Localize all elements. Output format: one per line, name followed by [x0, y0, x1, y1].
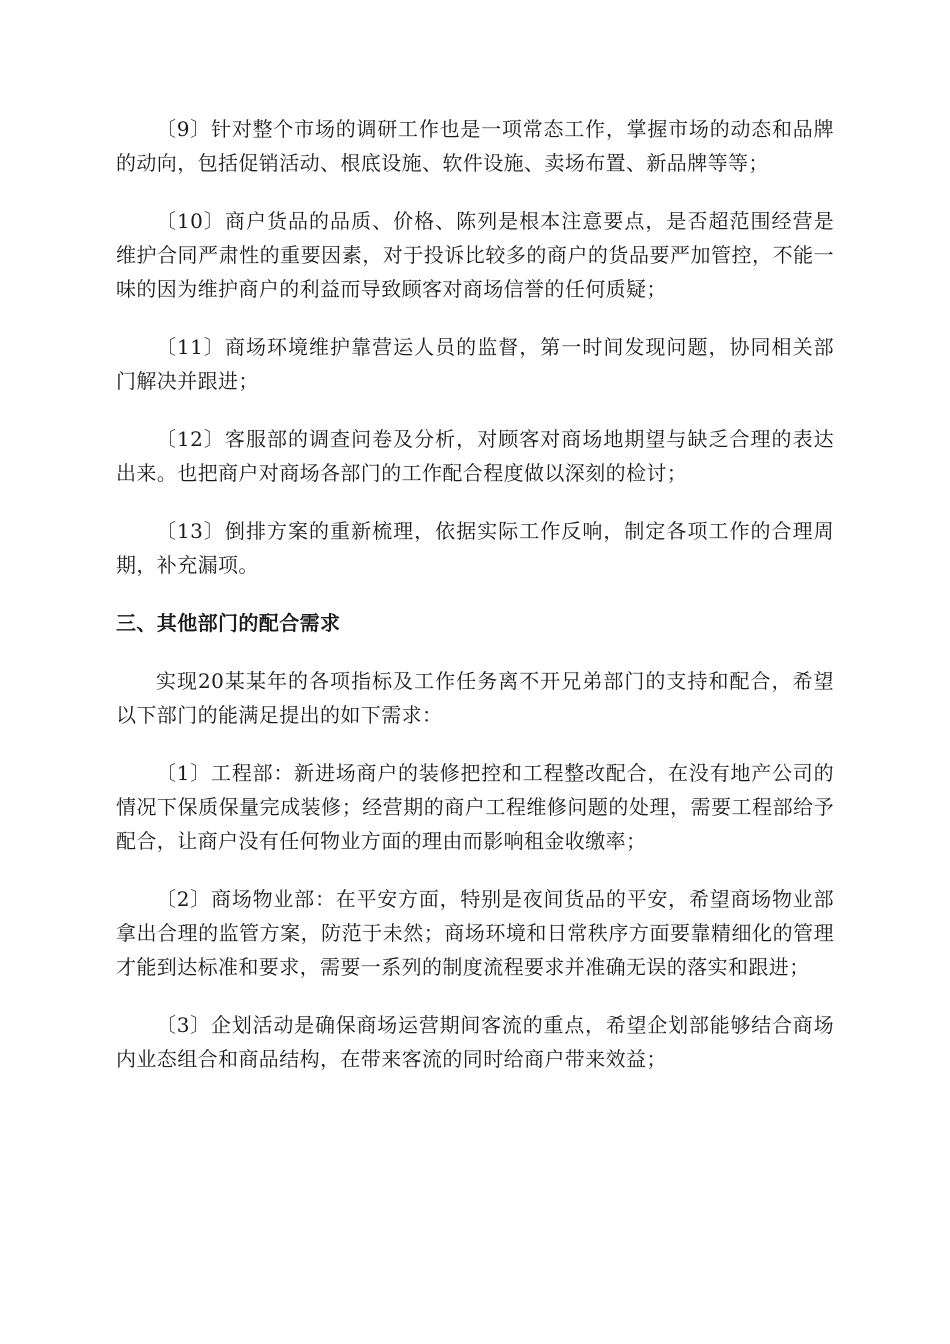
paragraph-property-dept: 〔2〕商场物业部：在平安方面，特别是夜间货品的平安，希望商场物业部拿出合理的监管方案，防范于未然；商场环境和日常秩序方面要靠精细化的管理才能到达标准和要求，需要一系列的制度流程要求并准确无误的落实和跟进；: [116, 887, 834, 979]
paragraph-item-13: 〔13〕倒排方案的重新梳理，依据实际工作反响，制定各项工作的合理周期，补充漏项。: [116, 519, 834, 577]
paragraph-item-12: 〔12〕客服部的调查问卷及分析，对顾客对商场地期望与缺乏合理的表达出来。也把商户对商场各部门的工作配合程度做以深刻的检讨；: [116, 427, 834, 485]
paragraph-engineering-dept: 〔1〕工程部：新进场商户的装修把控和工程整改配合，在没有地产公司的情况下保质保量完成装修；经营期的商户工程维修问题的处理，需要工程部给予配合，让商户没有任何物业方面的理由而影响租金收缴率；: [116, 761, 834, 853]
paragraph-planning-dept: 〔3〕企划活动是确保商场运营期间客流的重点，希望企划部能够结合商场内业态组合和商品结构，在带来客流的同时给商户带来效益；: [116, 1013, 834, 1071]
paragraph-item-10: 〔10〕商户货品的品质、价格、陈列是根本注意要点，是否超范围经营是维护合同严肃性的重要因素，对于投诉比较多的商户的货品要严加管控，不能一味的因为维护商户的利益而导致顾客对商场信誉的任何质疑；: [116, 209, 834, 301]
paragraph-item-11: 〔11〕商场环境维护靠营运人员的监督，第一时间发现问题，协同相关部门解决并跟进；: [116, 335, 834, 393]
section-heading: 三、其他部门的配合需求: [116, 611, 341, 635]
paragraph-item-9: 〔9〕针对整个市场的调研工作也是一项常态工作，掌握市场的动态和品牌的动向，包括促销活动、根底设施、软件设施、卖场布置、新品牌等等；: [116, 117, 834, 175]
section-intro-paragraph: 实现20某某年的各项指标及工作任务离不开兄弟部门的支持和配合，希望以下部门的能满足提出的如下需求：: [116, 669, 834, 727]
document-body: [116, 112, 834, 1100]
